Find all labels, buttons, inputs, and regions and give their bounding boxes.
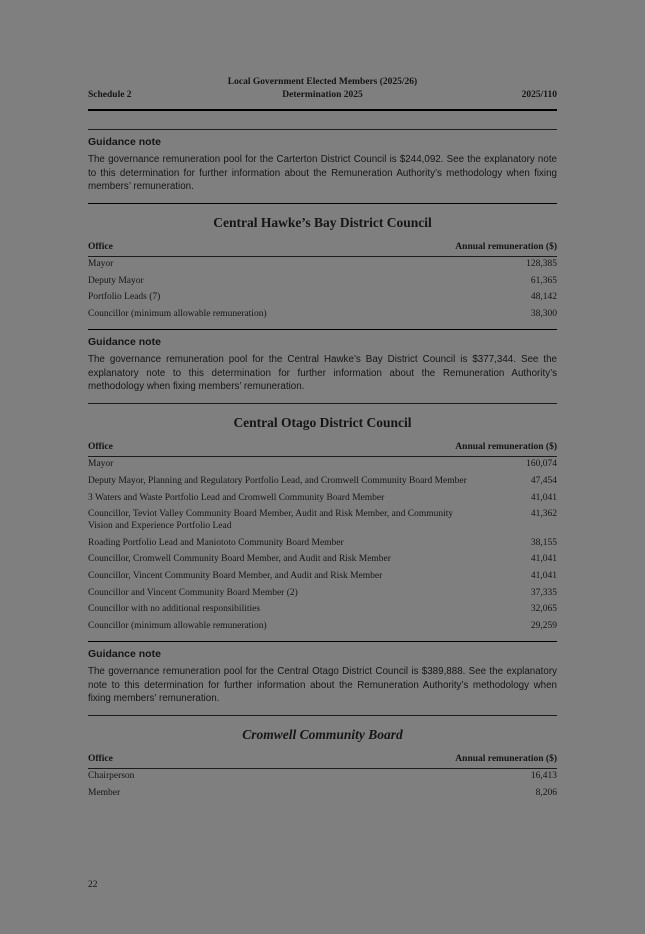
guidance-note-heading: Guidance note — [88, 648, 161, 661]
guidance-note-body: The governance remuneration pool for the Central Hawke’s Bay District Council is $377,344. See the explanatory note to this determination for further information about the Remuneration Authority’s methodology when fixing members’ remuneration. — [88, 354, 557, 393]
table-row — [88, 307, 557, 324]
table-row — [88, 457, 557, 474]
office-cell: Councillor and Vincent Community Board Member (2) — [88, 587, 298, 598]
running-header — [88, 76, 557, 102]
table-row — [88, 473, 557, 490]
office-cell: Deputy Mayor, Planning and Regulatory Portfolio Lead, and Cromwell Community Board Member — [88, 476, 467, 487]
running-header-title-line2: Determination 2025 — [282, 90, 363, 100]
doc-number: 2025/110 — [521, 90, 557, 100]
table-row — [88, 785, 557, 802]
amount-cell: 47,454 — [530, 476, 557, 487]
col-amount-header: Annual remuneration ($) — [455, 441, 557, 452]
amount-cell: 61,365 — [530, 275, 557, 286]
guidance-note-carterton — [88, 136, 557, 194]
guidance-note-heading: Guidance note — [88, 136, 161, 148]
table-row — [88, 618, 557, 635]
office-cell: Deputy Mayor — [88, 275, 144, 286]
running-header-line2 — [88, 89, 557, 102]
office-cell: Councillor (minimum allowable remuneration) — [88, 309, 267, 320]
table-header-row — [88, 439, 557, 456]
table-row — [88, 602, 557, 619]
guidance-note-heading: Guidance note — [88, 336, 161, 349]
table-row — [88, 490, 557, 507]
guidance-note-body: The governance remuneration pool for the Central Otago District Council is $389,888. See the explanatory note to this determination for further information about the Remuneration Authority’s methodology when fixing members’ remuneration. — [88, 666, 557, 705]
section-rule — [88, 715, 557, 716]
amount-cell: 38,300 — [530, 309, 557, 320]
amount-cell: 37,335 — [530, 587, 557, 598]
running-header-title-line1: Local Government Elected Members (2025/26) — [227, 77, 418, 87]
office-cell: Member — [88, 787, 121, 798]
table-header-row — [88, 239, 557, 256]
amount-cell: 41,041 — [530, 570, 557, 581]
amount-cell: 128,385 — [526, 259, 557, 270]
guidance-note-central-otago — [88, 648, 557, 706]
office-cell: 3 Waters and Waste Portfolio Lead and Cromwell Community Board Member — [88, 492, 385, 503]
page-number: 22 — [88, 880, 98, 890]
col-office-header: Office — [88, 241, 113, 252]
office-cell: Chairperson — [88, 771, 135, 782]
schedule-label: Schedule 2 — [88, 90, 132, 100]
col-office-header: Office — [88, 441, 113, 452]
amount-cell: 29,259 — [530, 621, 557, 632]
table-title: Central Hawke’s Bay District Council — [213, 214, 432, 230]
office-cell: Councillor, Vincent Community Board Member, and Audit and Risk Member — [88, 570, 383, 581]
amount-cell: 41,041 — [530, 554, 557, 565]
section-rule — [88, 403, 557, 404]
office-cell: Mayor — [88, 259, 114, 270]
section-rule — [88, 203, 557, 204]
table-row — [88, 769, 557, 786]
amount-cell: 32,065 — [530, 604, 557, 615]
amount-cell: 160,074 — [526, 459, 557, 470]
table-row — [88, 290, 557, 307]
col-office-header: Office — [88, 753, 113, 764]
amount-cell: 8,206 — [535, 787, 557, 798]
office-cell: Councillor (minimum allowable remuneration) — [88, 621, 267, 632]
col-amount-header: Annual remuneration ($) — [455, 241, 557, 252]
amount-cell: 41,041 — [530, 492, 557, 503]
table-header-row — [88, 751, 557, 768]
guidance-note-central-hawkes-bay — [88, 336, 557, 394]
table-row — [88, 568, 557, 585]
table-cromwell-community-board — [88, 727, 557, 802]
table-row — [88, 552, 557, 569]
guidance-note-1-top-rule — [88, 129, 557, 130]
office-cell: Portfolio Leads (7) — [88, 292, 161, 303]
table-row — [88, 273, 557, 290]
table-row — [88, 507, 557, 535]
office-cell: Councillor, Cromwell Community Board Member, and Audit and Risk Member — [88, 554, 391, 565]
table-central-hawkes-bay — [88, 215, 557, 324]
table-row — [88, 257, 557, 274]
table-title: Cromwell Community Board — [242, 726, 403, 742]
amount-cell: 41,362 — [530, 509, 557, 520]
table-bottom-rule — [88, 641, 557, 642]
office-cell: Roading Portfolio Lead and Maniototo Community Board Member — [88, 537, 344, 548]
amount-cell: 16,413 — [530, 771, 557, 782]
table-central-otago — [88, 415, 557, 635]
amount-cell: 38,155 — [530, 537, 557, 548]
table-row — [88, 535, 557, 552]
office-cell: Mayor — [88, 459, 114, 470]
table-bottom-rule — [88, 329, 557, 330]
office-cell: Councillor with no additional responsibilities — [88, 604, 261, 615]
guidance-note-body: The governance remuneration pool for the Carterton District Council is $244,092. See the explanatory note to this determination for further information about the Remuneration Authority’s methodology when fixing members’ remuneration. — [88, 154, 557, 192]
table-row — [88, 585, 557, 602]
amount-cell: 48,142 — [530, 292, 557, 303]
office-cell: Councillor, Teviot Valley Community Board Member, Audit and Risk Member, and Community Vision and Experience Portfolio Lead — [88, 509, 454, 531]
col-amount-header: Annual remuneration ($) — [455, 753, 557, 764]
table-title: Central Otago District Council — [233, 414, 412, 430]
